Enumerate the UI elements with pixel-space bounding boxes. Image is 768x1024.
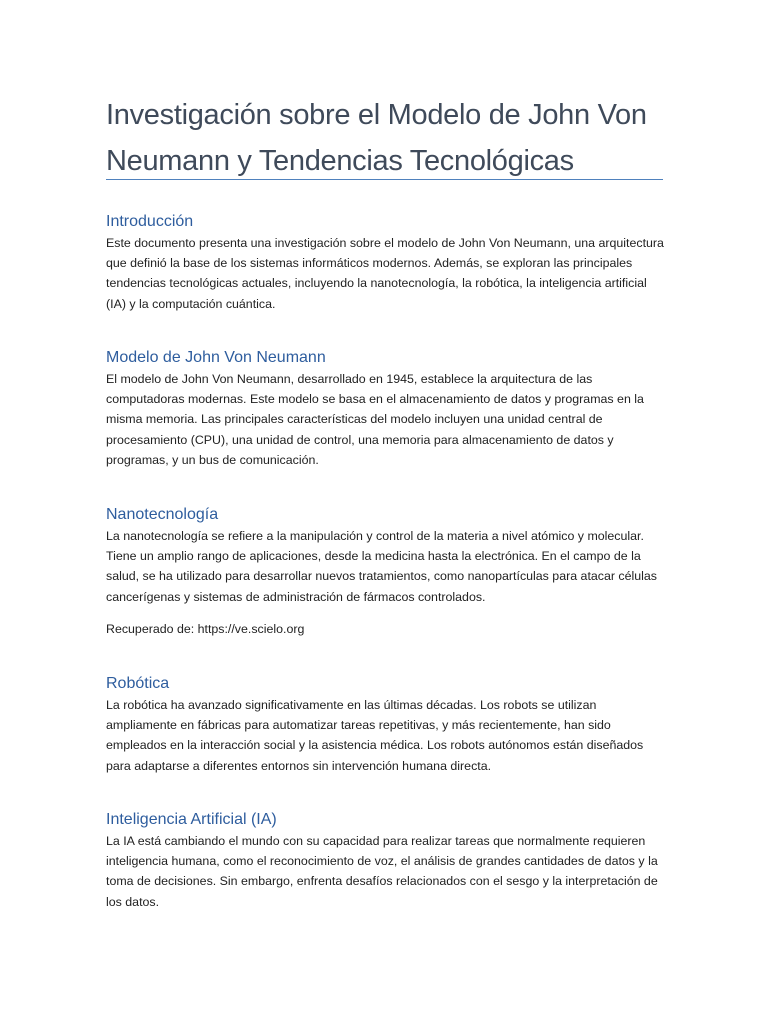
- document-title: Investigación sobre el Modelo de John Von Neumann y Tendencias Tecnológicas: [106, 99, 647, 177]
- title-divider: [106, 179, 663, 180]
- section-paragraph: El modelo de John Von Neumann, desarrollado en 1945, establece la arquitectura de las computadoras modernas. Este modelo se basa en el almacenamiento de datos y programas en la misma memoria. Las principales características del modelo incluyen una unidad central de procesamiento (CPU), una unidad de control, una memoria para almacenamiento de datos y programas, y un bus de comunicación.: [106, 372, 644, 467]
- section-paragraph: La robótica ha avanzado significativamente en las últimas décadas. Los robots se utilizan ampliamente en fábricas para automatizar tareas repetitivas, y más recientemente, han sido empleados en la interacción social y la asistencia médica. Los robots autónomos están diseñados para adaptarse a diferentes entornos sin intervención humana directa.: [106, 698, 644, 773]
- source-reference: Recuperado de: https://ve.scielo.org: [106, 621, 305, 636]
- section-paragraph: Este documento presenta una investigación sobre el modelo de John Von Neumann, una arquitectura que definió la base de los sistemas informáticos modernos. Además, se exploran las principales tendencias tecnológicas actuales, incluyendo la nanotecnología, la robótica, la inteligencia artificial (IA) y la computación cuántica.: [106, 236, 664, 311]
- section-modelo-von-neumann: [106, 347, 666, 470]
- section-heading: Introducción: [106, 213, 194, 230]
- section-robotica: [106, 673, 666, 776]
- section-heading: Nanotecnología: [106, 506, 219, 523]
- section-heading: Robótica: [106, 675, 170, 692]
- section-paragraph: La nanotecnología se refiere a la manipulación y control de la materia a nivel atómico y molecular. Tiene un amplio rango de aplicaciones, desde la medicina hasta la electrónica. En el campo de la salud, se ha utilizado para desarrollar nuevos tratamientos, como nanopartículas para atacar células cancerígenas y sistemas de administración de fármacos controlados.: [106, 529, 658, 604]
- section-heading: Inteligencia Artificial (IA): [106, 811, 277, 828]
- section-paragraph: La IA está cambiando el mundo con su capacidad para realizar tareas que normalmente requieren inteligencia humana, como el reconocimiento de voz, el análisis de grandes cantidades de datos y la toma de decisiones. Sin embargo, enfrenta desafíos relacionados con el sesgo y la interpretación de los datos.: [106, 834, 658, 909]
- section-inteligencia-artificial: [106, 809, 666, 912]
- section-heading: Modelo de John Von Neumann: [106, 349, 326, 366]
- section-introduccion: [106, 211, 666, 314]
- section-nanotecnologia: [106, 504, 666, 639]
